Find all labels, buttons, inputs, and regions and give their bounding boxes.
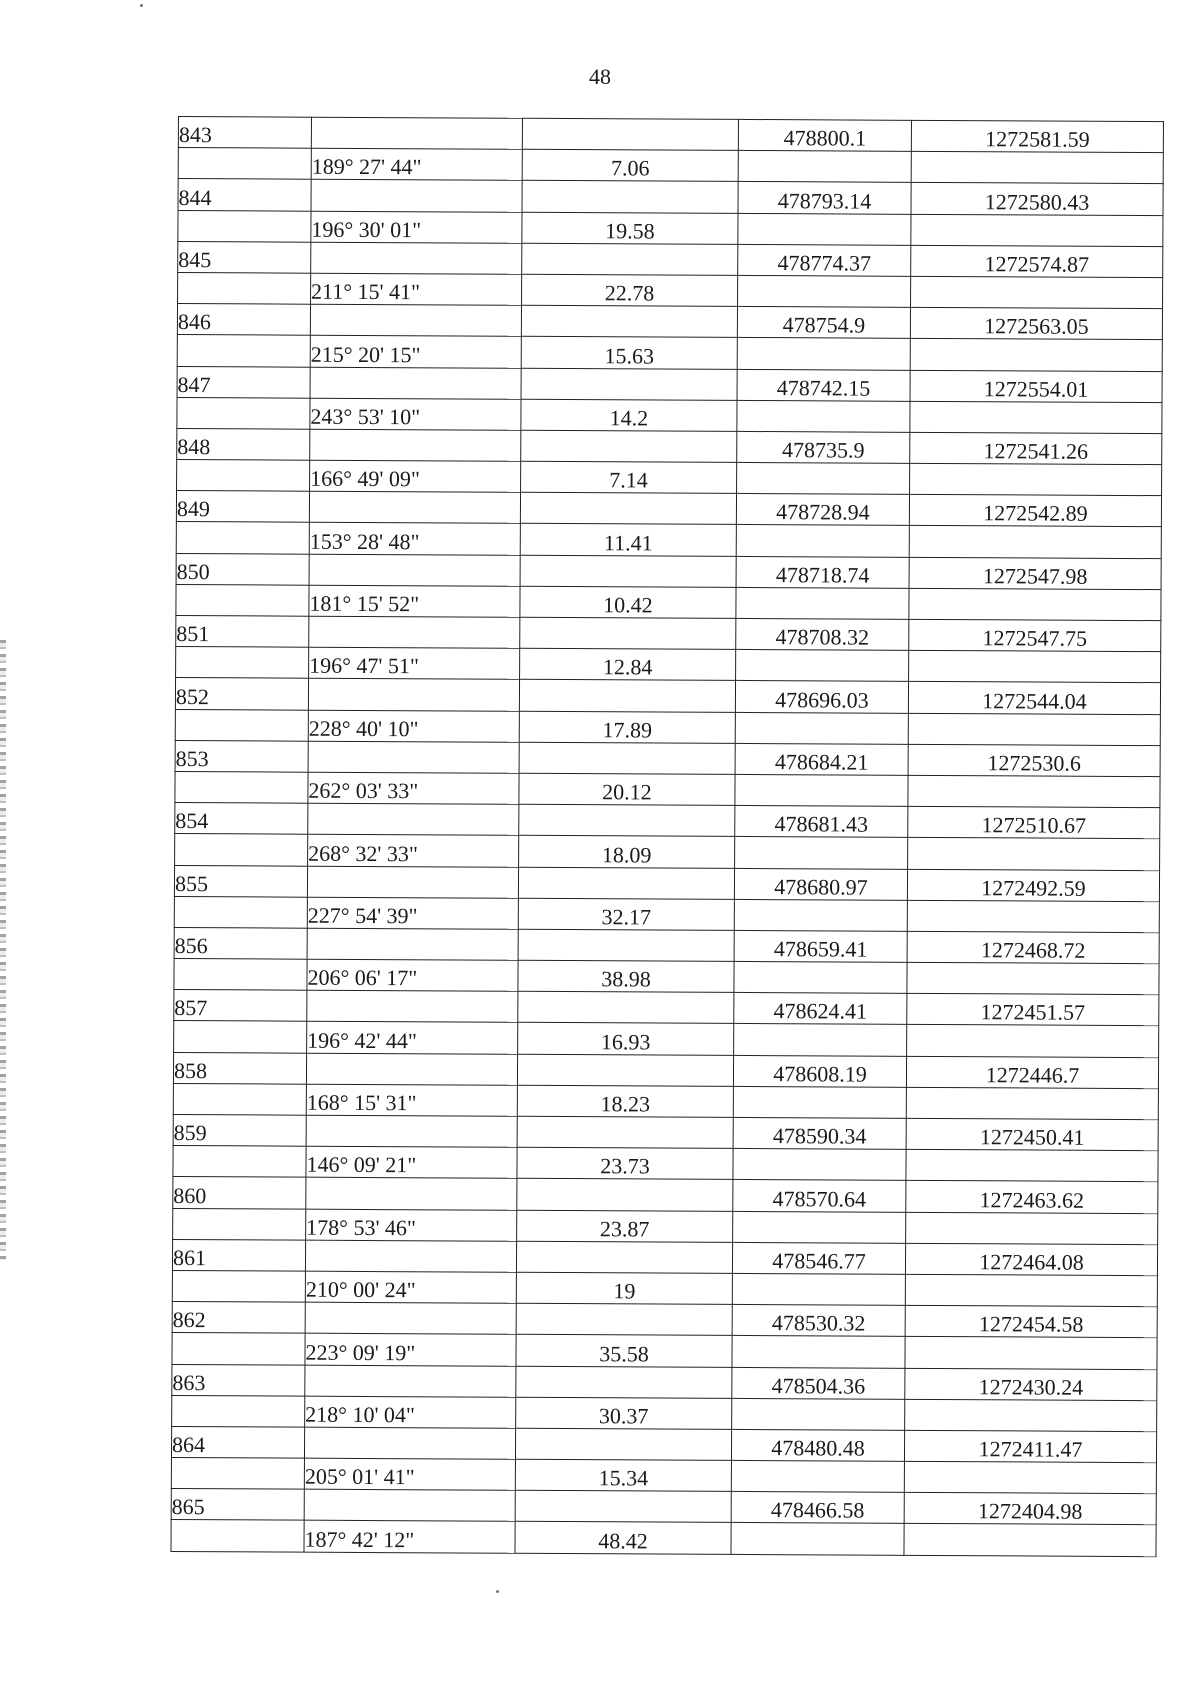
bearing-cell bbox=[309, 616, 520, 648]
traverse-row bbox=[172, 1270, 1157, 1306]
station-row bbox=[175, 803, 1160, 839]
northing-cell: 478504.36 bbox=[732, 1367, 905, 1399]
bearing-cell: 215° 20' 15" bbox=[310, 336, 521, 368]
page-number bbox=[0, 64, 1200, 90]
northing-cell bbox=[738, 151, 911, 183]
bearing-cell bbox=[308, 741, 519, 773]
traverse-row bbox=[176, 522, 1161, 558]
distance-cell: 11.41 bbox=[520, 524, 736, 556]
bearing-cell: 262° 03' 33" bbox=[308, 772, 519, 804]
distance-cell bbox=[520, 493, 736, 525]
traverse-row bbox=[173, 1083, 1158, 1119]
traverse-row bbox=[177, 460, 1162, 496]
northing-cell bbox=[738, 213, 911, 245]
distance-cell bbox=[519, 680, 735, 712]
distance-cell: 22.78 bbox=[522, 274, 738, 306]
northing-cell: 478684.21 bbox=[735, 743, 908, 775]
northing-cell bbox=[736, 525, 909, 557]
northing-cell: 478708.32 bbox=[736, 618, 909, 650]
station-cell bbox=[175, 709, 308, 741]
easting-cell bbox=[911, 276, 1163, 309]
northing-cell bbox=[731, 1523, 904, 1555]
distance-cell bbox=[517, 1054, 733, 1086]
bearing-cell: 223° 09' 19" bbox=[305, 1333, 516, 1365]
bearing-cell bbox=[306, 1178, 517, 1210]
northing-cell: 478608.19 bbox=[733, 1055, 906, 1087]
northing-cell: 478624.41 bbox=[734, 993, 907, 1025]
distance-cell: 7.06 bbox=[522, 149, 738, 181]
traverse-row bbox=[177, 335, 1162, 371]
easting-cell: 1272574.87 bbox=[911, 245, 1163, 278]
distance-cell bbox=[519, 804, 735, 836]
station-cell: 847 bbox=[177, 366, 310, 398]
bearing-cell bbox=[310, 304, 521, 336]
station-cell: 851 bbox=[176, 615, 309, 647]
easting-cell bbox=[905, 1337, 1157, 1370]
easting-cell bbox=[904, 1524, 1156, 1557]
bearing-cell: 166° 49' 09" bbox=[310, 460, 521, 492]
northing-cell: 478546.77 bbox=[732, 1242, 905, 1274]
distance-cell: 10.42 bbox=[520, 586, 736, 618]
easting-cell: 1272542.89 bbox=[909, 495, 1161, 528]
easting-cell bbox=[906, 1212, 1158, 1245]
easting-cell: 1272404.98 bbox=[904, 1493, 1156, 1526]
bearing-cell bbox=[307, 866, 518, 898]
easting-cell bbox=[906, 1150, 1158, 1183]
distance-cell bbox=[516, 1303, 732, 1335]
easting-cell: 1272446.7 bbox=[906, 1056, 1158, 1089]
northing-cell bbox=[734, 1024, 907, 1056]
northing-cell bbox=[733, 1086, 906, 1118]
bearing-cell: 206° 06' 17" bbox=[307, 959, 518, 991]
distance-cell: 7.14 bbox=[521, 461, 737, 493]
station-cell bbox=[178, 272, 311, 304]
distance-cell: 18.09 bbox=[519, 836, 735, 868]
station-cell bbox=[175, 834, 308, 866]
survey-coordinates-table bbox=[170, 116, 1164, 1557]
station-cell bbox=[176, 522, 309, 554]
bearing-cell: 196° 47' 51" bbox=[309, 647, 520, 679]
northing-cell bbox=[734, 899, 907, 931]
northing-cell bbox=[731, 1460, 904, 1492]
bearing-cell bbox=[305, 1240, 516, 1272]
easting-cell bbox=[908, 838, 1160, 871]
northing-cell bbox=[738, 275, 911, 307]
distance-cell: 30.37 bbox=[516, 1397, 732, 1429]
distance-cell bbox=[515, 1428, 731, 1460]
distance-cell bbox=[521, 368, 737, 400]
station-cell: 864 bbox=[171, 1426, 304, 1458]
easting-cell: 1272464.08 bbox=[905, 1243, 1157, 1276]
station-cell bbox=[176, 584, 309, 616]
distance-cell bbox=[520, 555, 736, 587]
traverse-row bbox=[177, 397, 1162, 433]
distance-cell: 23.73 bbox=[517, 1147, 733, 1179]
traverse-row bbox=[178, 148, 1163, 184]
northing-cell bbox=[737, 462, 910, 494]
station-cell: 855 bbox=[174, 865, 307, 897]
bearing-cell: 178° 53' 46" bbox=[306, 1209, 517, 1241]
station-cell bbox=[174, 959, 307, 991]
easting-cell bbox=[909, 651, 1161, 684]
bearing-cell: 168° 15' 31" bbox=[306, 1084, 517, 1116]
station-cell bbox=[173, 1146, 306, 1178]
easting-cell bbox=[911, 152, 1163, 185]
station-cell: 843 bbox=[178, 117, 311, 149]
station-row bbox=[174, 990, 1159, 1026]
northing-cell: 478800.1 bbox=[738, 119, 911, 151]
station-row bbox=[177, 366, 1162, 402]
distance-cell: 23.87 bbox=[517, 1210, 733, 1242]
bearing-cell bbox=[304, 1427, 515, 1459]
northing-cell: 478696.03 bbox=[735, 681, 908, 713]
northing-cell bbox=[734, 961, 907, 993]
station-cell: 850 bbox=[176, 553, 309, 585]
distance-cell: 32.17 bbox=[518, 898, 734, 930]
northing-cell: 478735.9 bbox=[737, 431, 910, 463]
bearing-cell: 187° 42' 12" bbox=[304, 1521, 515, 1553]
distance-cell bbox=[516, 1241, 732, 1273]
scan-speck bbox=[496, 1590, 499, 1593]
northing-cell bbox=[733, 1211, 906, 1243]
easting-cell bbox=[911, 214, 1163, 247]
easting-cell: 1272463.62 bbox=[906, 1181, 1158, 1214]
northing-cell: 478480.48 bbox=[731, 1429, 904, 1461]
easting-cell: 1272468.72 bbox=[907, 931, 1159, 964]
bearing-cell bbox=[305, 1302, 516, 1334]
station-cell: 860 bbox=[173, 1177, 306, 1209]
distance-cell bbox=[519, 742, 735, 774]
bearing-cell bbox=[310, 429, 521, 461]
easting-cell bbox=[909, 588, 1161, 621]
bearing-cell: 196° 30' 01" bbox=[311, 211, 522, 243]
station-row bbox=[171, 1489, 1156, 1525]
station-cell: 858 bbox=[173, 1052, 306, 1084]
station-cell bbox=[174, 896, 307, 928]
bearing-cell: 153° 28' 48" bbox=[309, 523, 520, 555]
easting-cell: 1272411.47 bbox=[904, 1430, 1156, 1463]
distance-cell: 14.2 bbox=[521, 399, 737, 431]
station-cell: 849 bbox=[176, 491, 309, 523]
traverse-row bbox=[172, 1395, 1157, 1431]
station-cell bbox=[178, 148, 311, 180]
distance-cell bbox=[515, 1491, 731, 1523]
station-cell bbox=[177, 460, 310, 492]
station-cell bbox=[177, 397, 310, 429]
northing-cell: 478742.15 bbox=[737, 369, 910, 401]
distance-cell bbox=[522, 243, 738, 275]
easting-cell bbox=[907, 962, 1159, 995]
station-row bbox=[172, 1239, 1157, 1275]
easting-cell: 1272451.57 bbox=[907, 994, 1159, 1027]
easting-cell: 1272450.41 bbox=[906, 1118, 1158, 1151]
traverse-row bbox=[175, 771, 1160, 807]
bearing-cell bbox=[308, 679, 519, 711]
station-row bbox=[172, 1302, 1157, 1338]
traverse-row bbox=[174, 1021, 1159, 1057]
distance-cell: 48.42 bbox=[515, 1522, 731, 1554]
station-cell: 863 bbox=[172, 1364, 305, 1396]
station-row bbox=[176, 615, 1161, 651]
bearing-cell bbox=[310, 367, 521, 399]
bearing-cell: 189° 27' 44" bbox=[311, 148, 522, 180]
easting-cell: 1272454.58 bbox=[905, 1305, 1157, 1338]
bearing-cell bbox=[309, 491, 520, 523]
easting-cell bbox=[908, 775, 1160, 808]
station-cell: 845 bbox=[178, 241, 311, 273]
station-cell bbox=[171, 1520, 304, 1552]
northing-cell bbox=[732, 1398, 905, 1430]
bearing-cell: 218° 10' 04" bbox=[305, 1396, 516, 1428]
station-row bbox=[172, 1364, 1157, 1400]
bearing-cell: 196° 42' 44" bbox=[307, 1022, 518, 1054]
easting-cell: 1272554.01 bbox=[910, 370, 1162, 403]
station-row bbox=[173, 1114, 1158, 1150]
station-cell bbox=[171, 1458, 304, 1490]
traverse-row bbox=[178, 210, 1163, 246]
bearing-cell bbox=[311, 242, 522, 274]
bearing-cell: 243° 53' 10" bbox=[310, 398, 521, 430]
easting-cell: 1272530.6 bbox=[908, 744, 1160, 777]
bearing-cell bbox=[311, 180, 522, 212]
bearing-cell bbox=[306, 1115, 517, 1147]
station-row bbox=[177, 304, 1162, 340]
distance-cell: 16.93 bbox=[518, 1023, 734, 1055]
station-row bbox=[178, 241, 1163, 277]
traverse-row bbox=[171, 1458, 1156, 1494]
traverse-row bbox=[173, 1146, 1158, 1182]
bearing-cell: 211° 15' 41" bbox=[311, 273, 522, 305]
easting-cell: 1272581.59 bbox=[911, 120, 1163, 153]
easting-cell bbox=[906, 1087, 1158, 1120]
traverse-row bbox=[171, 1520, 1156, 1556]
station-row bbox=[174, 865, 1159, 901]
distance-cell bbox=[518, 867, 734, 899]
traverse-row bbox=[175, 709, 1160, 745]
easting-cell bbox=[910, 463, 1162, 496]
distance-cell: 35.58 bbox=[516, 1335, 732, 1367]
easting-cell: 1272430.24 bbox=[905, 1368, 1157, 1401]
station-cell: 862 bbox=[172, 1302, 305, 1334]
bearing-cell: 146° 09' 21" bbox=[306, 1146, 517, 1178]
easting-cell bbox=[910, 339, 1162, 372]
station-cell bbox=[176, 647, 309, 679]
distance-cell: 15.63 bbox=[521, 337, 737, 369]
easting-cell: 1272544.04 bbox=[908, 682, 1160, 715]
northing-cell bbox=[735, 774, 908, 806]
page-number-text: 48 bbox=[589, 64, 611, 89]
station-cell: 848 bbox=[177, 428, 310, 460]
station-cell bbox=[172, 1395, 305, 1427]
station-cell bbox=[177, 335, 310, 367]
northing-cell bbox=[732, 1273, 905, 1305]
distance-cell: 17.89 bbox=[519, 711, 735, 743]
bearing-cell bbox=[304, 1489, 515, 1521]
station-cell bbox=[172, 1333, 305, 1365]
traverse-row bbox=[174, 896, 1159, 932]
northing-cell: 478728.94 bbox=[736, 494, 909, 526]
distance-cell: 12.84 bbox=[520, 648, 736, 680]
northing-cell bbox=[737, 338, 910, 370]
distance-cell: 20.12 bbox=[519, 773, 735, 805]
station-cell: 844 bbox=[178, 179, 311, 211]
northing-cell: 478590.34 bbox=[733, 1117, 906, 1149]
traverse-row bbox=[174, 959, 1159, 995]
station-row bbox=[176, 491, 1161, 527]
station-cell bbox=[175, 771, 308, 803]
traverse-row bbox=[176, 584, 1161, 620]
station-row bbox=[178, 179, 1163, 215]
northing-cell: 478659.41 bbox=[734, 930, 907, 962]
table-body bbox=[171, 117, 1163, 1557]
station-cell: 857 bbox=[174, 990, 307, 1022]
easting-cell: 1272563.05 bbox=[910, 307, 1162, 340]
station-row bbox=[178, 117, 1163, 153]
easting-cell bbox=[905, 1399, 1157, 1432]
easting-cell bbox=[907, 900, 1159, 933]
bearing-cell bbox=[308, 803, 519, 835]
distance-cell: 19.58 bbox=[522, 212, 738, 244]
northing-cell bbox=[732, 1336, 905, 1368]
northing-cell bbox=[736, 587, 909, 619]
bearing-cell bbox=[306, 1053, 517, 1085]
traverse-row bbox=[176, 647, 1161, 683]
bearing-cell: 205° 01' 41" bbox=[304, 1458, 515, 1490]
station-cell: 856 bbox=[174, 927, 307, 959]
scan-edge-artifact bbox=[0, 640, 6, 1260]
easting-cell: 1272492.59 bbox=[907, 869, 1159, 902]
northing-cell: 478466.58 bbox=[731, 1492, 904, 1524]
distance-cell bbox=[522, 118, 738, 150]
northing-cell: 478680.97 bbox=[734, 868, 907, 900]
easting-cell: 1272547.75 bbox=[909, 619, 1161, 652]
northing-cell: 478793.14 bbox=[738, 182, 911, 214]
station-row bbox=[171, 1426, 1156, 1462]
station-cell: 852 bbox=[175, 678, 308, 710]
distance-cell bbox=[517, 1116, 733, 1148]
bearing-cell bbox=[309, 554, 520, 586]
station-row bbox=[173, 1177, 1158, 1213]
bearing-cell: 210° 00' 24" bbox=[305, 1271, 516, 1303]
bearing-cell bbox=[311, 117, 522, 149]
distance-cell: 18.23 bbox=[517, 1085, 733, 1117]
station-row bbox=[176, 553, 1161, 589]
easting-cell bbox=[905, 1274, 1157, 1307]
bearing-cell bbox=[307, 928, 518, 960]
station-row bbox=[175, 678, 1160, 714]
distance-cell bbox=[521, 305, 737, 337]
station-cell: 854 bbox=[175, 803, 308, 835]
traverse-row bbox=[178, 272, 1163, 308]
station-cell: 865 bbox=[171, 1489, 304, 1521]
station-cell: 846 bbox=[177, 304, 310, 336]
distance-cell bbox=[516, 1366, 732, 1398]
scan-speck bbox=[140, 4, 143, 7]
traverse-row bbox=[173, 1208, 1158, 1244]
easting-cell bbox=[910, 401, 1162, 434]
easting-cell bbox=[907, 1025, 1159, 1058]
station-row bbox=[175, 740, 1160, 776]
easting-cell: 1272541.26 bbox=[910, 432, 1162, 465]
easting-cell bbox=[908, 713, 1160, 746]
northing-cell bbox=[737, 400, 910, 432]
easting-cell: 1272580.43 bbox=[911, 183, 1163, 216]
station-cell: 861 bbox=[172, 1239, 305, 1271]
distance-cell bbox=[522, 181, 738, 213]
northing-cell bbox=[736, 650, 909, 682]
distance-cell bbox=[518, 929, 734, 961]
bearing-cell bbox=[307, 990, 518, 1022]
bearing-cell bbox=[305, 1365, 516, 1397]
easting-cell bbox=[909, 526, 1161, 559]
bearing-cell: 227° 54' 39" bbox=[307, 897, 518, 929]
northing-cell: 478754.9 bbox=[737, 307, 910, 339]
bearing-cell: 228° 40' 10" bbox=[308, 710, 519, 742]
distance-cell: 38.98 bbox=[518, 960, 734, 992]
distance-cell: 15.34 bbox=[515, 1459, 731, 1491]
station-cell bbox=[174, 1021, 307, 1053]
easting-cell bbox=[904, 1461, 1156, 1494]
northing-cell: 478530.32 bbox=[732, 1305, 905, 1337]
distance-cell bbox=[521, 430, 737, 462]
station-cell bbox=[178, 210, 311, 242]
distance-cell bbox=[518, 992, 734, 1024]
station-cell bbox=[173, 1083, 306, 1115]
station-cell bbox=[172, 1270, 305, 1302]
bearing-cell: 181° 15' 52" bbox=[309, 585, 520, 617]
northing-cell bbox=[733, 1149, 906, 1181]
bearing-cell: 268° 32' 33" bbox=[308, 835, 519, 867]
distance-cell bbox=[517, 1179, 733, 1211]
northing-cell: 478570.64 bbox=[733, 1180, 906, 1212]
northing-cell bbox=[735, 837, 908, 869]
station-row bbox=[174, 927, 1159, 963]
station-row bbox=[173, 1052, 1158, 1088]
distance-cell bbox=[520, 617, 736, 649]
northing-cell: 478681.43 bbox=[735, 806, 908, 838]
easting-cell: 1272510.67 bbox=[908, 806, 1160, 839]
distance-cell: 19 bbox=[516, 1272, 732, 1304]
traverse-row bbox=[172, 1333, 1157, 1369]
station-cell: 859 bbox=[173, 1114, 306, 1146]
station-cell: 853 bbox=[175, 740, 308, 772]
station-cell bbox=[173, 1208, 306, 1240]
northing-cell: 478718.74 bbox=[736, 556, 909, 588]
station-row bbox=[177, 428, 1162, 464]
northing-cell bbox=[735, 712, 908, 744]
easting-cell: 1272547.98 bbox=[909, 557, 1161, 590]
survey-table-container bbox=[170, 116, 1163, 1557]
traverse-row bbox=[175, 834, 1160, 870]
northing-cell: 478774.37 bbox=[738, 244, 911, 276]
